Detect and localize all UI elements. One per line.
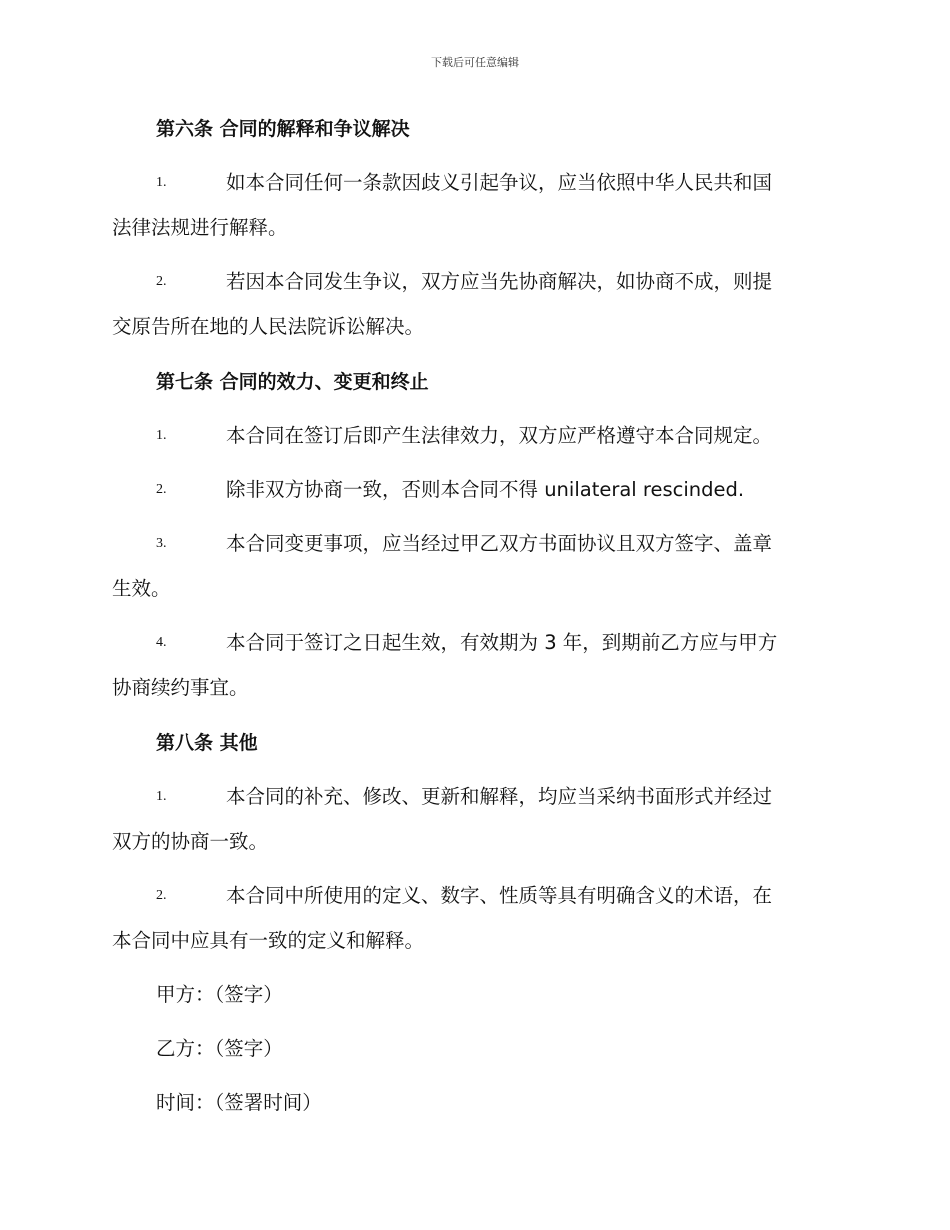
item-text-line1: 如本合同任何一条款因歧义引起争议，应当依照中华人民共和国 <box>226 171 773 194</box>
item-text-line2: 法律法规进行解释。 <box>112 216 288 239</box>
item-number: 2. <box>156 482 167 497</box>
item-text-line2: 生效。 <box>112 577 171 600</box>
section-8-title: 第八条 其他 <box>156 732 258 754</box>
item-number: 1. <box>156 175 167 190</box>
item-number: 4. <box>156 635 167 650</box>
item-text-line1: 本合同在签订后即产生法律效力，双方应严格遵守本合同规定。 <box>226 424 773 447</box>
item-text-line1: 除非双方协商一致，否则本合同不得 unilateral rescinded. <box>226 478 745 501</box>
item-text-line2: 协商续约事宜。 <box>112 676 249 699</box>
item-text-line1: 本合同中所使用的定义、数字、性质等具有明确含义的术语，在 <box>226 884 773 907</box>
section-7-item-3 <box>112 521 832 611</box>
section-7-title: 第七条 合同的效力、变更和终止 <box>156 371 429 393</box>
item-text-line1: 若因本合同发生争议，双方应当先协商解决，如协商不成，则提 <box>226 270 773 293</box>
item-text-line2: 双方的协商一致。 <box>112 830 269 853</box>
item-text-line1: 本合同的补充、修改、更新和解释，均应当采纳书面形式并经过 <box>226 785 773 808</box>
section-7-item-2 <box>112 467 832 512</box>
section-8-item-2 <box>112 873 832 963</box>
item-text-line2: 本合同中应具有一致的定义和解释。 <box>112 929 425 952</box>
signature-party-a: 甲方：（签字） <box>156 983 283 1006</box>
section-7-item-4 <box>112 620 832 710</box>
section-6-title: 第六条 合同的解释和争议解决 <box>156 118 410 140</box>
item-text-line1: 本合同于签订之日起生效，有效期为 3 年，到期前乙方应与甲方 <box>226 631 778 654</box>
item-text-line2: 交原告所在地的人民法院诉讼解决。 <box>112 315 425 338</box>
section-6-item-2 <box>112 259 832 349</box>
page-header: 下载后可任意编辑 <box>431 56 519 69</box>
item-number: 1. <box>156 789 167 804</box>
item-text-line1: 本合同变更事项，应当经过甲乙双方书面协议且双方签字、盖章 <box>226 532 773 555</box>
section-8-item-1 <box>112 774 832 864</box>
section-6-item-1 <box>112 160 832 250</box>
signature-date: 时间：（签署时间） <box>156 1091 322 1114</box>
signature-party-b: 乙方：（签字） <box>156 1037 283 1060</box>
item-number: 1. <box>156 428 167 443</box>
item-number: 2. <box>156 274 167 289</box>
item-number: 2. <box>156 888 167 903</box>
section-7-item-1 <box>112 413 832 458</box>
item-number: 3. <box>156 536 167 551</box>
